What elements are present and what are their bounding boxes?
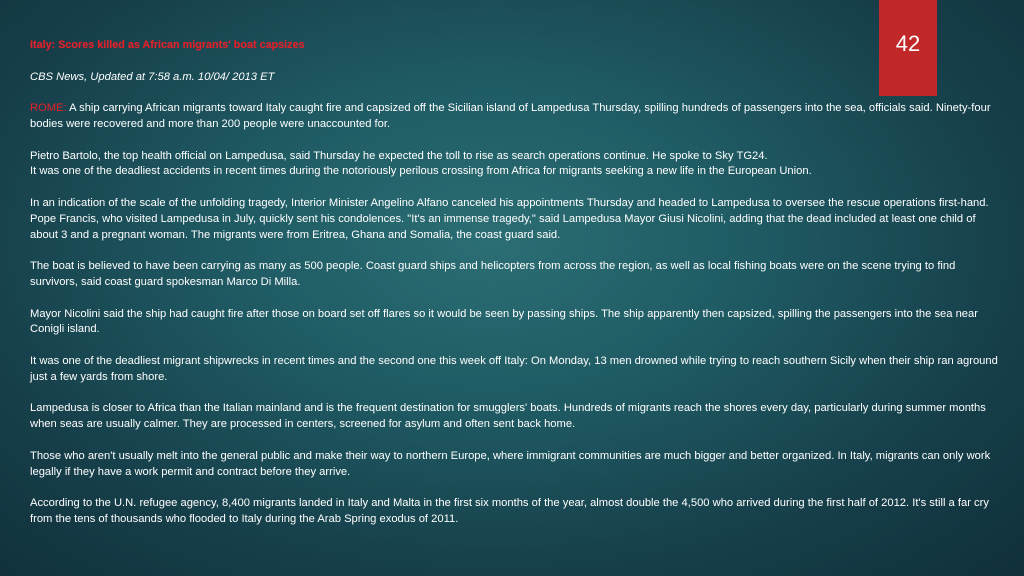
- paragraph-9: According to the U.N. refugee agency, 8,400 migrants landed in Italy and Malta in the first six months of the year, almost double the 4,500 who arrived during the first half of 2012. It's still a far cry from the tens of thousands who flooded to Italy during the Arab Spring exodus of 2011.: [30, 497, 989, 525]
- lead-paragraph: [30, 101, 1006, 133]
- paragraph-2: [30, 149, 1006, 181]
- paragraph-7: Lampedusa is closer to Africa than the Italian mainland and is the frequent destination for smugglers' boats. Hundreds of migrants reach the shores every day, particularly during summer months when seas are usually calmer. They are processed in centers, screened for asylum and often sent back home.: [30, 402, 986, 431]
- paragraph-6: It was one of the deadliest migrant shipwrecks in recent times and the second one this week off Italy: On Monday, 13 men drowned while trying to reach southern Sicily when their ship ran aground just a few yards from shore.: [30, 354, 998, 383]
- page-number: 42: [895, 31, 921, 56]
- paragraph-4: The boat is believed to have been carrying as many as 500 people. Coast guard ships and helicopters from across the region, as well as local fishing boats were on the scene trying to find survivors, said coast guard spokesman Marco Di Milla.: [30, 260, 956, 288]
- article-headline: Italy: Scores killed as African migrants' boat capsizes: [30, 39, 305, 51]
- paragraph-8: Those who aren't usually melt into the general public and make their way to northern Europe, where immigrant communities are much bigger and better organized. In Italy, migrants can only work legally if they have a work permit and contract before they arrive.: [30, 449, 991, 478]
- dateline: ROME:: [30, 102, 67, 115]
- paragraph-5: Mayor Nicolini said the ship had caught fire after those on board set off flares so it would be seen by passing ships. The ship apparently then capsized, spilling the passengers into the sea near Conigli island.: [30, 307, 978, 336]
- paragraph-3: In an indication of the scale of the unfolding tragedy, Interior Minister Angelino Alfano canceled his appointments Thursday and headed to Lampedusa to oversee the rescue operations first-hand. Pope Francis, who visited Lampedusa in July, quickly sent his condolences. "It's an immense tragedy," said Lampedusa Mayor Giusi Nicolini, adding that the dead included at least one child of about 3 and a pregnant woman. The migrants were from Eritrea, Ghana and Somalia, the coast guard said.: [30, 196, 989, 241]
- paragraph-2-line-2: It was one of the deadliest accidents in recent times during the notoriously perilous crossing from Africa for migrants seeking a new life in the European Union.: [30, 165, 812, 178]
- article-body: [30, 38, 1006, 544]
- paragraph-2-line-1: Pietro Bartolo, the top health official on Lampedusa, said Thursday he expected the toll to rise as search operations continue. He spoke to Sky TG24.: [30, 149, 768, 162]
- lead-text: A ship carrying African migrants toward Italy caught fire and capsized off the Sicilian island of Lampedusa Thursday, spilling hundreds of passengers into the sea, officials said. Ninety-four bodies were recovered and more than 200 people were unaccounted for.: [30, 102, 991, 130]
- article-source: CBS News, Updated at 7:58 a.m. 10/04/ 2013 ET: [30, 70, 275, 83]
